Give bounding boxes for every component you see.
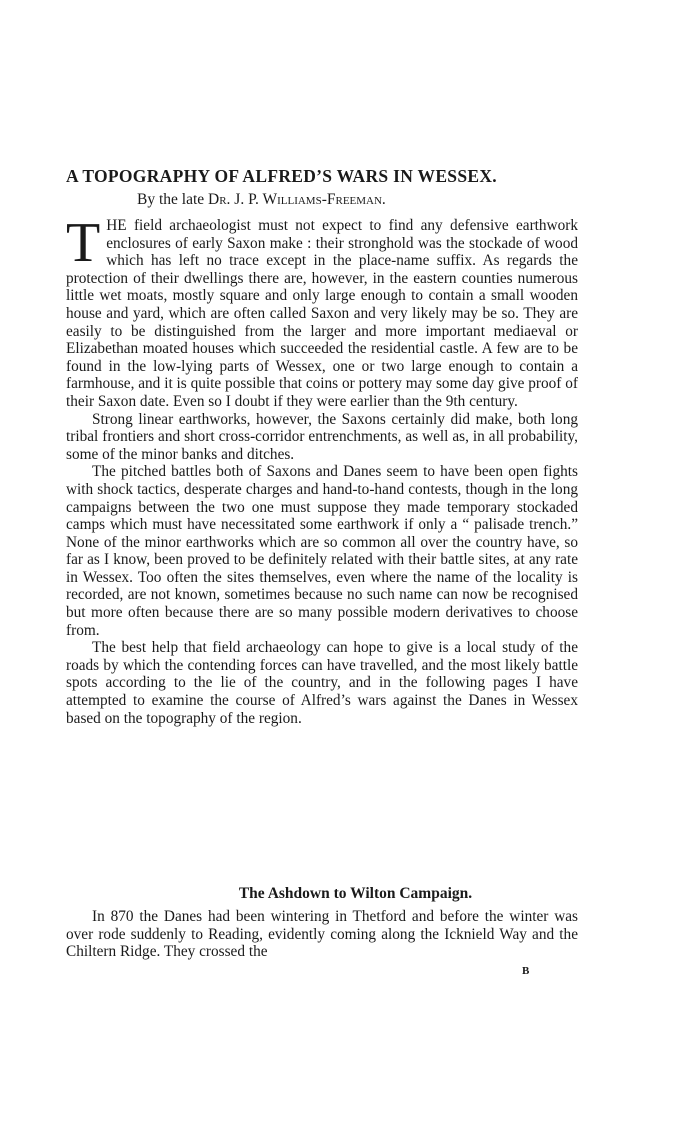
- paragraph-2: Strong linear earthworks, however, the Saxons certainly did make, both long tribal frontiers and short cross-corridor entrenchments, as well as, in all probability, some of the minor banks and ditches.: [66, 410, 578, 463]
- paragraph-1: [66, 212, 578, 411]
- paragraph-4: The best help that field archaeology can hope to give is a local study of the roads by which the contending forces can have travelled, and the most likely battle spots according to the lie of the country, and in the following pages I have attempted to examine the course of Alfred’s wars against the Danes in Wessex based on the topography of the region.: [66, 639, 578, 727]
- article-body: [66, 212, 578, 727]
- byline: [0, 191, 691, 209]
- byline-prefix: By the late: [137, 191, 209, 208]
- section-body: [66, 908, 578, 961]
- paragraph-3: The pitched battles both of Saxons and Danes seem to have been open fights with shock tactics, desperate charges and hand-to-hand contests, though in the long campaigns between the two one must suppose they made temporary stockaded camps which must have necessitated some earthwork if only a “ palisade trench.” None of the minor earthworks which are so common all over the country have, so far as I know, been proved to be definitely related with their battle sites, at any rate in Wessex. Too often the sites themselves, even where the name of the locality is recorded, are not known, sometimes because no such name can now be recognised but more often because there are so many possible modern derivatives to choose from.: [66, 463, 578, 639]
- article-title: A TOPOGRAPHY OF ALFRED’S WARS IN WESSEX.: [66, 166, 497, 186]
- paragraph-1-text: HE field archaeologist must not expect to find any defensive earthwork enclosures of early Saxon make : their stronghold was the stockade of wood which has left no trace except in the place-name suffix. As regards the protection of their dwellings there are, however, in the eastern counties numerous little wet moats, mostly square and only large enough to contain a small wooden house and yard, which are often called Saxon and very likely may be so. They are easily to be distinguished from the larger and more important mediaeval or Elizabethan moated houses which succeeded the residential castle. A few are to be found in the low-lying parts of Wessex, one or two large enough to contain a farmhouse, and it is quite possible that coins or pottery may some day give proof of their Saxon date. Even so I doubt if they were earlier than the 9th century.: [66, 217, 578, 410]
- section-paragraph-1: In 870 the Danes had been wintering in Thetford and before the winter was over rode suddenly to Reading, evidently coming along the Icknield Way and the Chiltern Ridge. They crossed the: [66, 908, 578, 961]
- drop-cap: T: [66, 212, 101, 274]
- author-name: Dr. J. P. Williams-Freeman.: [208, 191, 386, 208]
- signature-mark: B: [522, 965, 530, 977]
- section-heading: The Ashdown to Wilton Campaign.: [238, 885, 473, 902]
